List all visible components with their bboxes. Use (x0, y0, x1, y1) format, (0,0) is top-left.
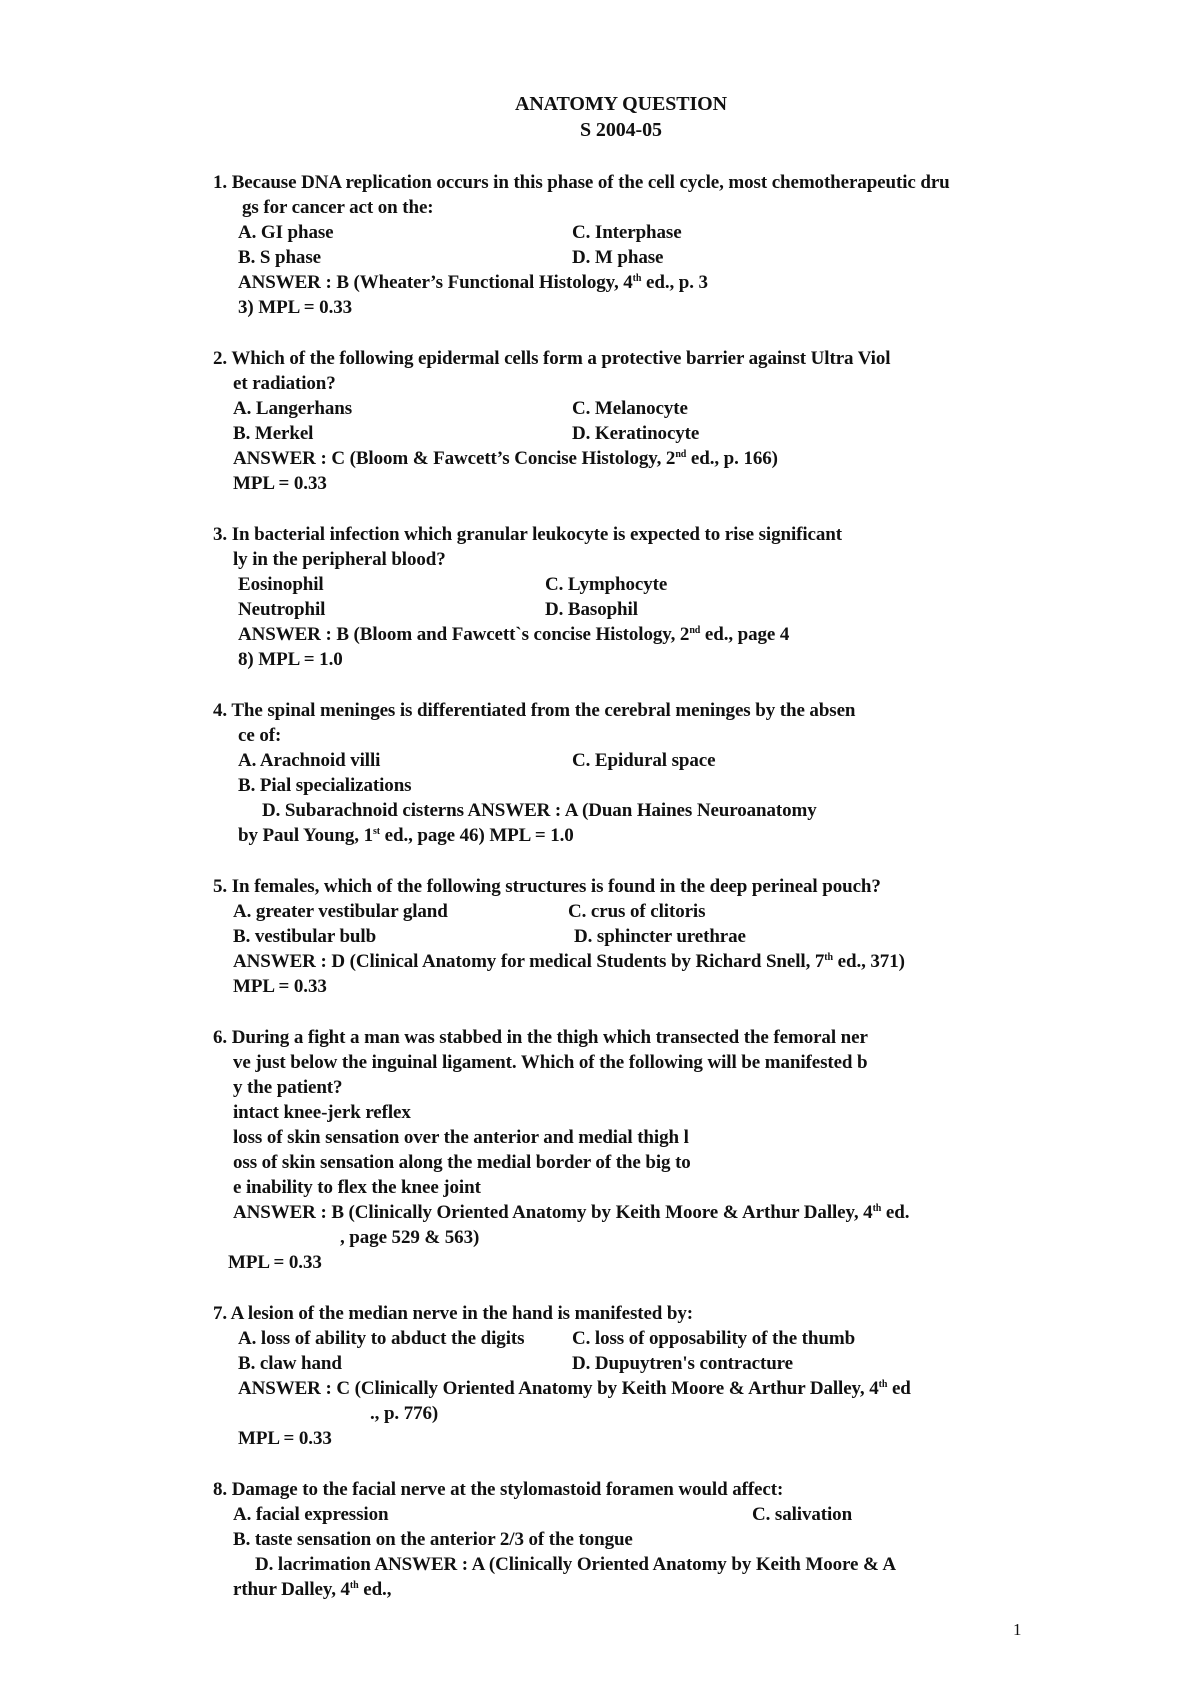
question-1-stem-cont: gs for cancer act on the: (242, 197, 434, 218)
question-2-option-d: D. Keratinocyte (572, 423, 700, 444)
question-8-answer-cont: rthur Dalley, 4th ed., (233, 1579, 392, 1600)
question-8-option-d-answer: D. lacrimation ANSWER : A (Clinically Oriented Anatomy by Keith Moore & A (255, 1554, 896, 1575)
question-2-option-c: C. Melanocyte (572, 398, 688, 419)
question-1-stem: 1. Because DNA replication occurs in this phase of the cell cycle, most chemotherapeutic dru (213, 172, 950, 193)
question-4-stem-cont: ce of: (238, 725, 282, 746)
question-7-mpl: MPL = 0.33 (238, 1428, 332, 1449)
document-subtitle: S 2004-05 (580, 119, 662, 141)
question-3-stem: 3. In bacterial infection which granular leukocyte is expected to rise significant (213, 524, 842, 545)
question-3-option-d: D. Basophil (545, 599, 638, 620)
question-1-option-b: B. S phase (238, 247, 321, 268)
question-5-option-d: D. sphincter urethrae (574, 926, 746, 947)
question-7-option-c: C. loss of opposability of the thumb (572, 1328, 856, 1349)
question-7-answer-cont: ., p. 776) (370, 1403, 439, 1424)
question-8-option-a: A. facial expression (233, 1504, 389, 1525)
question-1-answer: ANSWER : B (Wheater’s Functional Histology, 4th ed., p. 3 (238, 272, 708, 293)
question-8-option-b: B. taste sensation on the anterior 2/3 of the tongue (233, 1529, 633, 1550)
question-6-mpl: MPL = 0.33 (228, 1252, 322, 1273)
question-2-option-a: A. Langerhans (233, 398, 353, 419)
question-7-option-a: A. loss of ability to abduct the digits (238, 1328, 525, 1349)
question-4-option-d-answer: D. Subarachnoid cisterns ANSWER : A (Duan Haines Neuroanatomy (262, 800, 817, 821)
question-4-stem: 4. The spinal meninges is differentiated from the cerebral meninges by the absen (213, 700, 856, 721)
question-5-stem: 5. In females, which of the following structures is found in the deep perineal pouch? (213, 876, 881, 897)
question-3-option-a: Eosinophil (238, 574, 324, 595)
question-2-option-b: B. Merkel (233, 423, 314, 444)
question-2-stem-cont: et radiation? (233, 373, 336, 394)
question-6-option-b: loss of skin sensation over the anterior and medial thigh l (233, 1127, 689, 1148)
question-3-answer: ANSWER : B (Bloom and Fawcett`s concise Histology, 2nd ed., page 4 (238, 624, 790, 645)
question-1-option-a: A. GI phase (238, 222, 334, 243)
question-7-stem: 7. A lesion of the median nerve in the hand is manifested by: (213, 1303, 694, 1324)
question-1-option-d: D. M phase (572, 247, 664, 268)
question-8-option-c: C. salivation (752, 1504, 853, 1525)
question-3-mpl: 8) MPL = 1.0 (238, 649, 343, 670)
question-5-option-c: C. crus of clitoris (568, 901, 706, 922)
question-5-mpl: MPL = 0.33 (233, 976, 327, 997)
question-6-option-d: e inability to flex the knee joint (233, 1177, 481, 1198)
question-8-stem: 8. Damage to the facial nerve at the stylomastoid foramen would affect: (213, 1479, 784, 1500)
question-1-mpl: 3) MPL = 0.33 (238, 297, 353, 318)
question-2-answer: ANSWER : C (Bloom & Fawcett’s Concise Histology, 2nd ed., p. 166) (233, 448, 778, 469)
question-2-stem: 2. Which of the following epidermal cells form a protective barrier against Ultra Viol (213, 348, 891, 369)
question-4-option-c: C. Epidural space (572, 750, 716, 771)
question-6-stem: 6. During a fight a man was stabbed in the thigh which transected the femoral ner (213, 1027, 868, 1048)
question-7-option-b: B. claw hand (238, 1353, 342, 1374)
question-6-stem-cont: ve just below the inguinal ligament. Which of the following will be manifested b (233, 1052, 868, 1073)
question-7-answer: ANSWER : C (Clinically Oriented Anatomy by Keith Moore & Arthur Dalley, 4th ed (238, 1378, 911, 1399)
question-6-answer-cont: , page 529 & 563) (340, 1227, 480, 1248)
question-6-option-a: intact knee-jerk reflex (233, 1102, 411, 1123)
question-6-answer: ANSWER : B (Clinically Oriented Anatomy by Keith Moore & Arthur Dalley, 4th ed. (233, 1202, 910, 1223)
question-3-option-c: C. Lymphocyte (545, 574, 668, 595)
question-4-option-a: A. Arachnoid villi (238, 750, 381, 771)
question-2-mpl: MPL = 0.33 (233, 473, 327, 494)
question-6-stem-cont-2: y the patient? (233, 1077, 343, 1098)
question-3-option-b: Neutrophil (238, 599, 326, 620)
question-4-option-b: B. Pial specializations (238, 775, 412, 796)
question-1-option-c: C. Interphase (572, 222, 682, 243)
question-7-option-d: D. Dupuytren's contracture (572, 1353, 793, 1374)
question-5-option-a: A. greater vestibular gland (233, 901, 448, 922)
question-4-answer-cont: by Paul Young, 1st ed., page 46) MPL = 1.0 (238, 825, 574, 846)
question-3-stem-cont: ly in the peripheral blood? (233, 549, 446, 570)
question-5-answer: ANSWER : D (Clinical Anatomy for medical Students by Richard Snell, 7th ed., 371) (233, 951, 905, 972)
page-number: 1 (1013, 1620, 1022, 1639)
document-title: ANATOMY QUESTION (515, 93, 727, 115)
question-5-option-b: B. vestibular bulb (233, 926, 377, 947)
question-6-option-c: oss of skin sensation along the medial border of the big to (233, 1152, 691, 1173)
